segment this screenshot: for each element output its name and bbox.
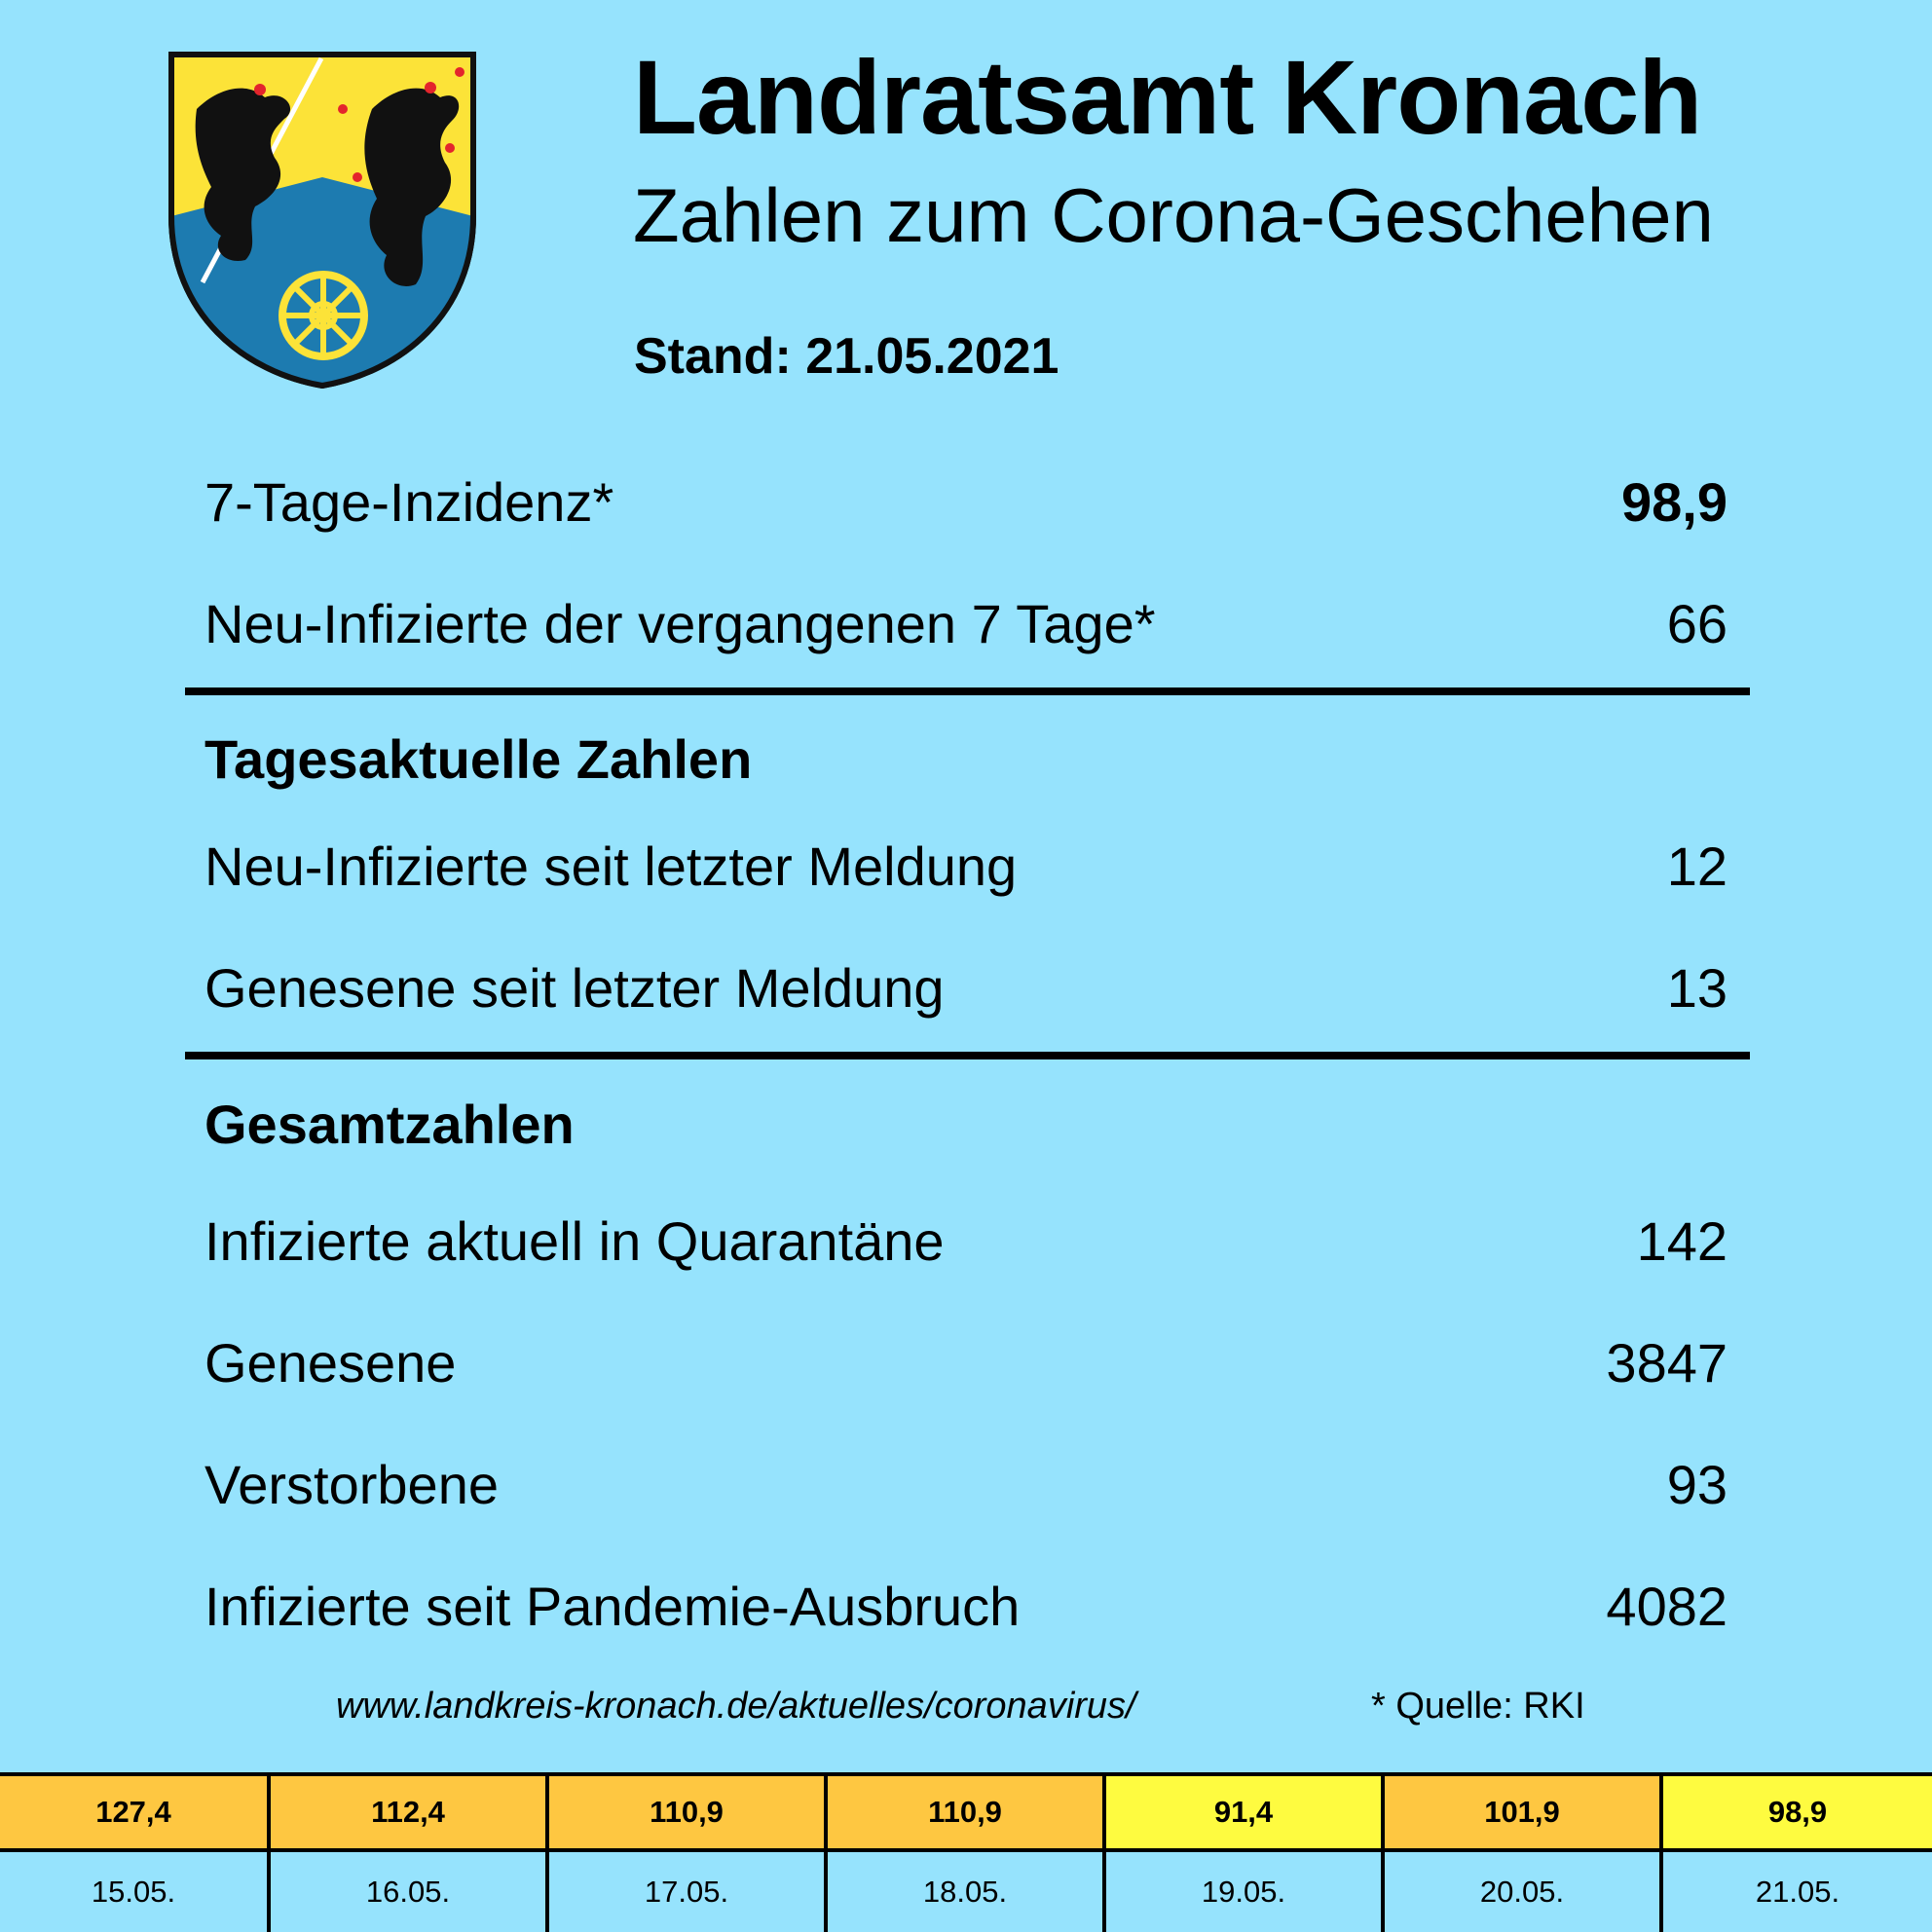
daily-heading: Tagesaktuelle Zahlen	[204, 728, 753, 790]
totals-deceased-value: 93	[1666, 1454, 1728, 1515]
history-date: 18.05.	[828, 1852, 1102, 1932]
history-day	[1663, 1776, 1932, 1932]
totals-deceased-label: Verstorbene	[204, 1454, 499, 1515]
new-7-days-value: 66	[1666, 593, 1728, 654]
page-title: Landratsamt Kronach	[633, 38, 1702, 156]
coat-of-arms-icon	[167, 51, 477, 390]
history-day	[0, 1776, 271, 1932]
totals-quarantine-value: 142	[1636, 1210, 1728, 1272]
history-day	[1106, 1776, 1385, 1932]
history-date: 21.05.	[1663, 1852, 1932, 1932]
source-note: * Quelle: RKI	[1371, 1686, 1585, 1727]
history-day	[1385, 1776, 1663, 1932]
incidence-label: 7-Tage-Inzidenz*	[204, 471, 614, 533]
history-date: 15.05.	[0, 1852, 267, 1932]
totals-recovered-label: Genesene	[204, 1332, 457, 1393]
history-value: 101,9	[1385, 1776, 1659, 1852]
totals-infected-value: 4082	[1606, 1576, 1728, 1637]
history-date: 19.05.	[1106, 1852, 1381, 1932]
incidence-value: 98,9	[1621, 471, 1728, 533]
page-subtitle: Zahlen zum Corona-Geschehen	[633, 172, 1714, 258]
history-date: 16.05.	[271, 1852, 545, 1932]
history-day	[828, 1776, 1106, 1932]
history-date: 17.05.	[549, 1852, 824, 1932]
totals-heading: Gesamtzahlen	[204, 1094, 575, 1155]
daily-recovered-label: Genesene seit letzter Meldung	[204, 957, 945, 1019]
totals-quarantine-label: Infizierte aktuell in Quarantäne	[204, 1210, 945, 1272]
totals-recovered-value: 3847	[1606, 1332, 1728, 1393]
daily-new-label: Neu-Infizierte seit letzter Meldung	[204, 836, 1018, 897]
history-day	[549, 1776, 828, 1932]
history-value: 110,9	[828, 1776, 1102, 1852]
website-link[interactable]: www.landkreis-kronach.de/aktuelles/coronavirus/	[336, 1686, 1136, 1727]
totals-infected-label: Infizierte seit Pandemie-Ausbruch	[204, 1576, 1021, 1637]
divider-1	[185, 687, 1750, 695]
history-date: 20.05.	[1385, 1852, 1659, 1932]
history-value: 91,4	[1106, 1776, 1381, 1852]
history-day	[271, 1776, 549, 1932]
daily-recovered-value: 13	[1666, 957, 1728, 1019]
divider-2	[185, 1052, 1750, 1059]
daily-new-value: 12	[1666, 836, 1728, 897]
stand-date: Stand: 21.05.2021	[634, 328, 1059, 385]
history-value: 110,9	[549, 1776, 824, 1852]
history-value: 127,4	[0, 1776, 267, 1852]
incidence-history	[0, 1772, 1932, 1932]
new-7-days-label: Neu-Infizierte der vergangenen 7 Tage*	[204, 593, 1156, 654]
history-value: 112,4	[271, 1776, 545, 1852]
history-value: 98,9	[1663, 1776, 1932, 1852]
